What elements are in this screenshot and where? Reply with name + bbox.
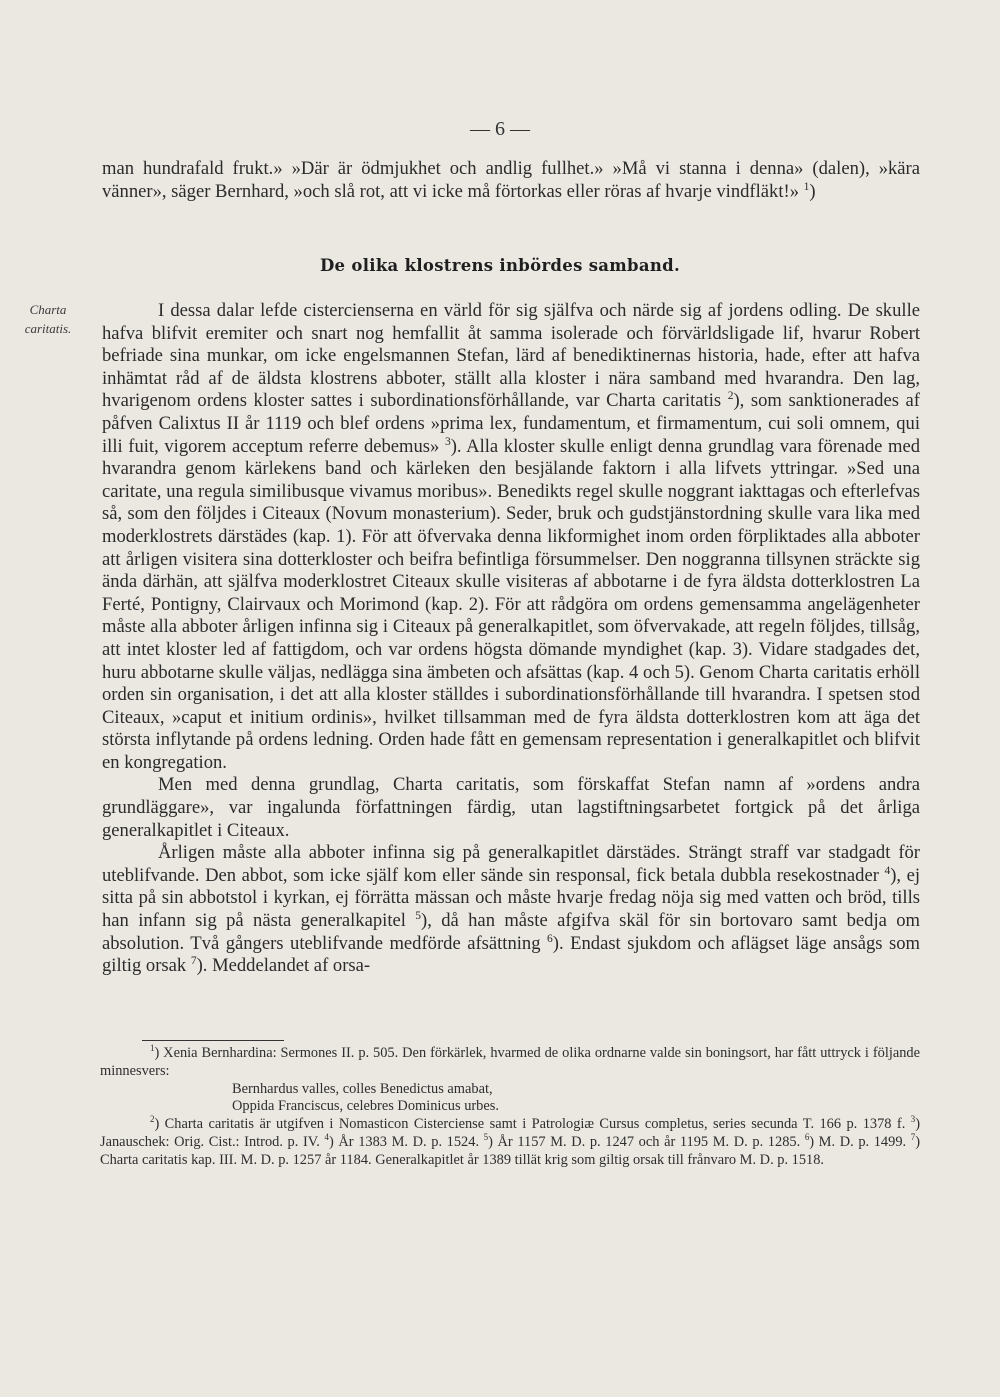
footnote-reference: 1 bbox=[803, 180, 810, 193]
footnote-reference: 6 bbox=[804, 1132, 810, 1143]
footnote-reference: 5 bbox=[483, 1132, 489, 1143]
page-number: — 6 — bbox=[470, 118, 530, 140]
footnote-reference: 2 bbox=[727, 390, 734, 403]
footnote-reference: 1 bbox=[150, 1043, 155, 1054]
intro-paragraph bbox=[102, 158, 920, 203]
text-run: ). Alla kloster skulle enligt denna grundlag vara förenade med hvarandra genom kärlekens band och kärleken den besjälande faktorn i alla lifvets yttringar. »Sed una caritate, una regula similibusque vivamus moribus». Benedikts regel skulle noggrant iakttagas och efterlefvas så, som den följdes i Citeaux (Novum monasterium). Seder, bruk och gudstjänstordning skulle vara lika med moderklostrets därstädes (kap. 1). För att öfvervaka denna likformighet inom orden förpliktades alla abboter att årligen visitera sina dotterkloster och beifra befintliga försummelser. Den noggranna tillsynen sträckte sig ända därhän, att själfva moderklostret Citeaux skulle visiteras af abbotarne i de fyra äldsta dotterklostren La Ferté, Pontigny, Clairvaux och Morimond (kap. 2). För att rådgöra om ordens gemensamma angelägenheter måste alla abboter årligen infinna sig i Citeaux på generalkapitlet, som öfvervakade, att regeln följdes, tillsåg, att intet kloster led af fattigdom, och var ordens högsta dömande myndighet (kap. 3). Vidare stadgades det, huru abbotarne skulle väljas, nedlägga sina ämbeten och afsättas (kap. 4 och 5). Genom Charta caritatis erhöll orden sin organisation, i det att alla kloster ställdes i subordinationsförhållande till hvarandra. I spetsen stod Citeaux, »caput et initium ordinis», hvilket tillsamman med de fyra äldsta dotterklostren kom att äga det största inflytande på ordens ledning. Orden hade fått en gemensam representation i generalkapitlet och blifvit en kongregation. bbox=[102, 435, 920, 773]
text-run: ) Janauschek: Orig. Cist.: Introd. p. IV. bbox=[100, 1116, 920, 1150]
text-run: ) M. D. p. 1499. bbox=[809, 1133, 911, 1150]
footnote-reference: 4 bbox=[884, 864, 891, 877]
footnote-reference: 2 bbox=[150, 1114, 155, 1125]
footnote-verse-line bbox=[100, 1081, 920, 1099]
text-run: Bernhardus valles, colles Benedictus amabat, bbox=[232, 1080, 493, 1097]
text-run: ) Charta caritatis kap. III. M. D. p. 1257 år 1184. Generalkapitlet år 1389 tillät krig som giltig orsak till frånvaro M. D. p. 1518. bbox=[100, 1133, 920, 1168]
text-run: ), ej sitta på sin abbotstol i kyrkan, ej förrätta mässan och måste hvarje fredag nöja sig med vatten och bröd, tills han infann sig på nästa generalkapitel bbox=[102, 864, 920, 932]
footnote-reference: 7 bbox=[910, 1132, 916, 1143]
text-run: Oppida Franciscus, celebres Dominicus urbes. bbox=[232, 1098, 499, 1115]
footnote-reference: 3 bbox=[444, 435, 451, 448]
footnote-reference: 3 bbox=[910, 1114, 916, 1125]
intro-text bbox=[102, 158, 920, 203]
text-run: ) Charta caritatis är utgifven i Nomasticon Cisterciense samt i Patrologiæ Cursus completus, series secunda T. 166 p. 1378 f. bbox=[154, 1116, 911, 1133]
text-run: Men med denna grundlag, Charta caritatis, som förskaffat Stefan namn af »ordens andra grundläggare», var ingalunda författningen färdig, utan lagstiftningsarbetet fortgick på det årliga generalkapitlet i Citeaux. bbox=[102, 774, 920, 841]
margin-note: Charta caritatis. bbox=[24, 302, 72, 336]
footnote bbox=[100, 1116, 920, 1169]
paragraph bbox=[102, 300, 920, 774]
paragraph bbox=[102, 842, 920, 978]
footnote bbox=[100, 1045, 920, 1081]
intro-text-before-note: man hundrafald frukt.» »Där är ödmjukhet och andlig fullhet.» »Må vi stanna i denna» (dalen), »kära vänner», säger Bernhard, »och slå rot, att vi icke må förtorkas eller röras af hvarje vindfläkt!» bbox=[102, 158, 920, 202]
footnotes bbox=[100, 1045, 920, 1170]
body-text bbox=[102, 300, 920, 978]
text-run: ) Xenia Bernhardina: Sermones II. p. 505. Den förkärlek, hvarmed de olika ordnarne valde sin boningsort, har fått uttryck i följande minnesvers: bbox=[100, 1045, 920, 1079]
text-run: ) År 1157 M. D. p. 1247 och år 1195 M. D. p. 1285. bbox=[488, 1133, 805, 1150]
footnote-verse-line bbox=[100, 1098, 920, 1116]
footnote-reference: 4 bbox=[324, 1132, 329, 1143]
text-run: ), som sanktionerades af påfven Calixtus II år 1119 och blef ordens »prima lex, fundamentum, et firmamentum, cui soli omnem, qui illi fuit, vigorem acceptum referre debemus» bbox=[102, 390, 920, 457]
footnote-reference: 7 bbox=[190, 955, 197, 968]
text-run: ), då han måste afgifva skäl för sin bortovaro samt bedja om absolution. Två gångers uteblifvande medförde afsättning bbox=[102, 910, 920, 954]
text-run: I dessa dalar lefde cistercienserna en värld för sig själfva och närde sig af jordens odling. De skulle hafva blifvit eremiter och snart nog hemfallit åt samma isolerade och förvärldsligade lif, hvarur Robert befriade sina munkar, om icke engelsmannen Stefan, lärd af benediktinernas historia, hade, efter att hafva inhämtat råd af de äldsta klostrens abboter, ställt alla kloster i nära samband med hvarandra. Den lag, hvarigenom ordens kloster sattes i subordinationsförhållande, var Charta caritatis bbox=[102, 300, 920, 412]
intro-text-after-note: ) bbox=[809, 180, 816, 202]
paragraph bbox=[102, 774, 920, 842]
section-heading: De olika klostrens inbördes samband. bbox=[319, 256, 681, 275]
text-run: ). Meddelandet af orsa- bbox=[196, 955, 371, 977]
text-run: ) År 1383 M. D. p. 1524. bbox=[328, 1133, 484, 1150]
text-run: ). Endast sjukdom och aflägset läge ansågs som giltig orsak bbox=[102, 932, 920, 977]
footnote-reference: 6 bbox=[547, 932, 553, 945]
footnote-rule bbox=[142, 1040, 284, 1041]
footnote-reference: 5 bbox=[415, 909, 422, 922]
text-run: Årligen måste alla abboter infinna sig på generalkapitlet därstädes. Strängt straff var stadgadt för uteblifvande. Den abbot, som icke själf kom eller sände sin responsal, fick betala dubbla resekostnader bbox=[102, 842, 920, 886]
